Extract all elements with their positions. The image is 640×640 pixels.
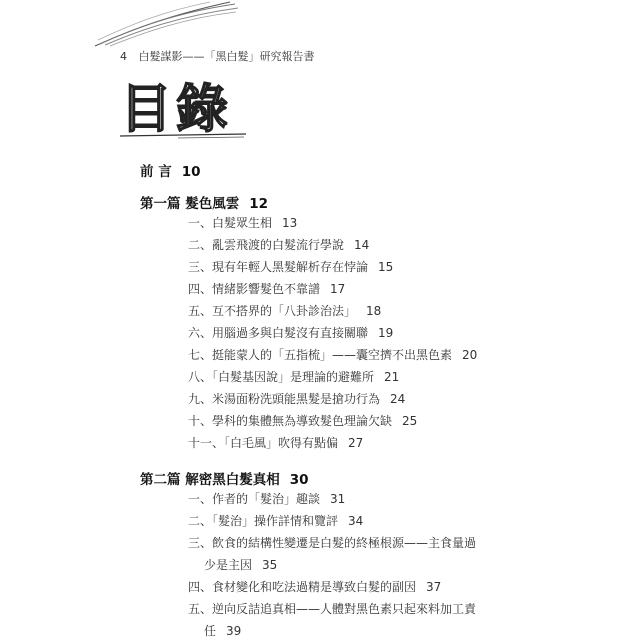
- toc-entry-label: 八、「白髮基因說」是理論的避難所: [188, 370, 375, 384]
- toc-chapter-entry: [188, 302, 381, 319]
- toc-entry-page: 10: [181, 164, 201, 180]
- toc-entry-page: 21: [384, 370, 400, 384]
- toc-chapter-entry: [188, 412, 417, 429]
- toc-entry-label: 七、挺能蒙人的「五指梳」——囊空擠不出黑色素: [188, 348, 453, 362]
- toc-entry-label: 二、「髮治」操作詳情和覽評: [188, 514, 339, 528]
- title-underline: [118, 128, 248, 140]
- toc-chapter-entry: [188, 214, 297, 231]
- toc-entry-label: 一、白髮眾生相: [188, 216, 273, 230]
- toc-entry-page: 18: [366, 304, 382, 318]
- toc-entry-label: 二、亂雲飛渡的白髮流行學說: [188, 238, 345, 252]
- toc-entry-page: 13: [282, 216, 298, 230]
- toc-chapter-entry: [188, 578, 441, 595]
- toc-entry-page: 27: [348, 436, 364, 450]
- toc-entry-label: 少是主因: [204, 558, 253, 572]
- toc-part-entry: [140, 468, 309, 488]
- toc-entry-label: 一、作者的「髮治」趣談: [188, 492, 321, 506]
- page-number: 4: [120, 50, 127, 63]
- toc-chapter-entry: [188, 512, 363, 529]
- toc-entry-label: 第一篇 髮色風雲: [140, 196, 240, 212]
- toc-entry-label: 五、互不搭界的「八卦診治法」: [188, 304, 357, 318]
- toc-entry-page: 24: [390, 392, 406, 406]
- toc-entry-page: 19: [378, 326, 394, 340]
- toc-entry-label: 三、飲食的結構性變遷是白髮的終極根源——主食量過: [188, 536, 477, 550]
- toc-entry-label: 九、米湯面粉洗頭能黑髮是搶功行為: [188, 392, 381, 406]
- toc-entry-label: 三、現有年輕人黑髮解析存在悖論: [188, 260, 369, 274]
- running-header: [120, 48, 315, 64]
- toc-chapter-entry: [188, 490, 345, 507]
- toc-chapter-entry: [188, 390, 405, 407]
- toc-entry-page: 14: [354, 238, 370, 252]
- toc-part-entry: [140, 192, 268, 212]
- toc-entry-page: 30: [289, 472, 309, 488]
- toc-entry-page: 35: [262, 558, 278, 572]
- toc-entry-label: 十、學科的集體無為導致髮色理論欠缺: [188, 414, 393, 428]
- toc-title: 目錄: [120, 79, 233, 140]
- toc-entry-label: 五、逆向反詰追真相——人體對黑色素只起來料加工責: [188, 602, 477, 616]
- toc-chapter-entry: [188, 600, 476, 617]
- toc-chapter-entry: [188, 534, 476, 551]
- toc-entry-page: 39: [226, 624, 242, 638]
- toc-entry-label: 六、用腦過多與白髮沒有直接關聯: [188, 326, 369, 340]
- toc-chapter-entry: [204, 556, 277, 573]
- toc-chapter-entry: [188, 324, 393, 341]
- toc-entry-page: 17: [330, 282, 346, 296]
- toc-entry-label: 十一、「白毛風」吹得有點偏: [188, 436, 339, 450]
- toc-entry-page: 20: [462, 348, 478, 362]
- decorative-scribble: [90, 0, 240, 48]
- toc-entry-page: 37: [426, 580, 442, 594]
- toc-chapter-entry: [188, 258, 393, 275]
- toc-chapter-entry: [188, 280, 345, 297]
- toc-entry-page: 31: [330, 492, 346, 506]
- toc-chapter-entry: [188, 346, 477, 363]
- toc-entry-page: 15: [378, 260, 394, 274]
- toc-entry-page: 12: [249, 196, 268, 212]
- toc-chapter-entry: [204, 622, 241, 639]
- toc-chapter-entry: [188, 434, 363, 451]
- toc-entry-label: 四、情緒影響髮色不靠譜: [188, 282, 321, 296]
- toc-chapter-entry: [188, 368, 399, 385]
- toc-entry-label: 四、食材變化和吃法過精是導致白髮的副因: [188, 580, 417, 594]
- toc-entry-page: 34: [348, 514, 364, 528]
- running-title: 白髮謀影——「黑白髮」研究報告書: [138, 50, 315, 63]
- toc-part-entry: [140, 160, 201, 180]
- toc-chapter-entry: [188, 236, 369, 253]
- toc-entry-label: 任: [204, 624, 217, 638]
- toc-entry-label: 第二篇 解密黑白髮真相: [140, 472, 280, 488]
- toc-entry-label: 前 言: [140, 164, 172, 180]
- toc-entry-page: 25: [402, 414, 418, 428]
